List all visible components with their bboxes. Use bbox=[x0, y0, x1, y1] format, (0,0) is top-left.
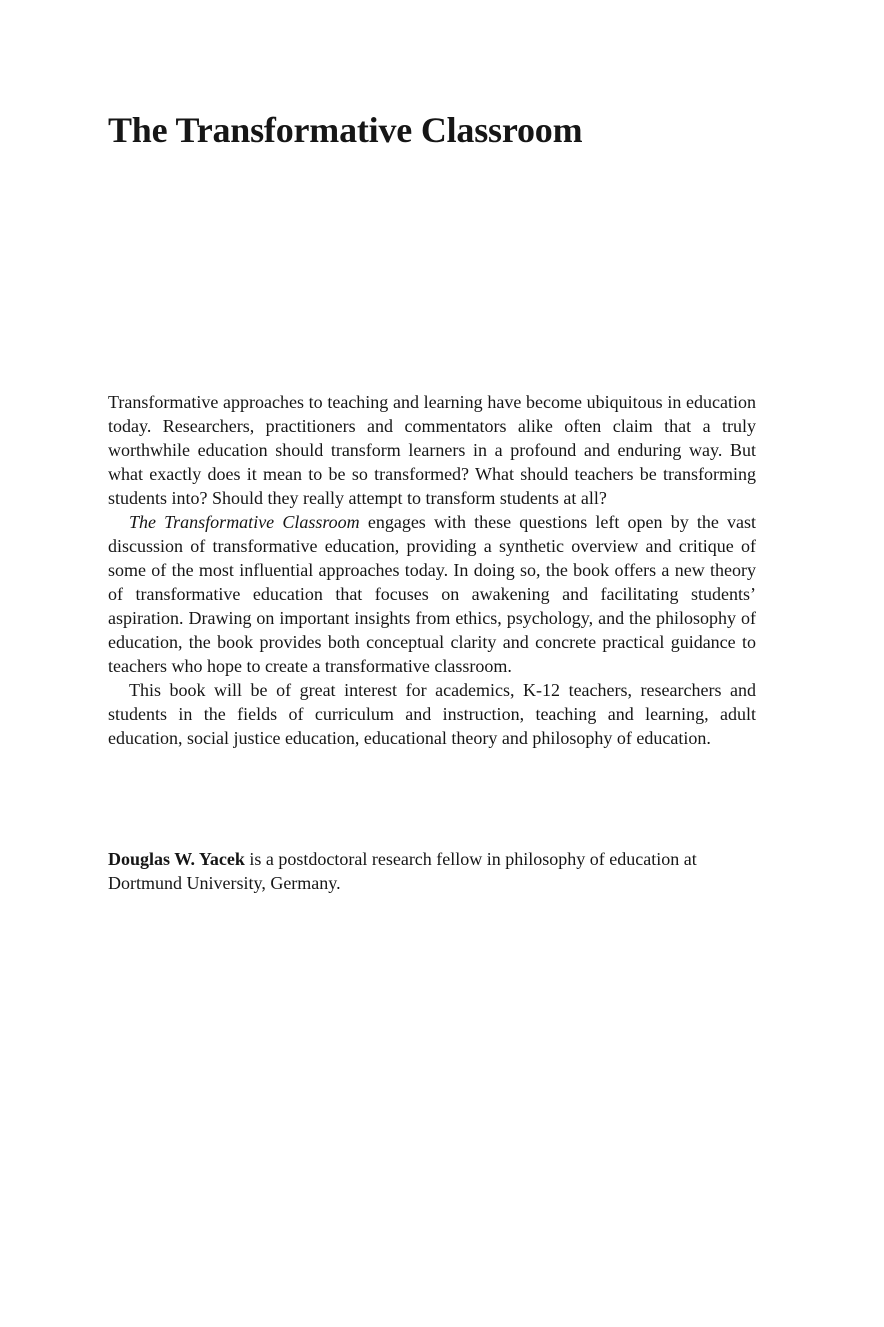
book-title-italic: The Transformative Classroom bbox=[129, 512, 360, 532]
author-name: Douglas W. Yacek bbox=[108, 849, 245, 869]
description-paragraph-text: engages with these questions left open by the vast discussion of transformative education, providing a synthetic overview and critique of some of the most influential approaches today. In doing so, the book offers a new theory of transformative education that focuses on awakening and facilitating students’ aspiration. Drawing on important insights from ethics, psychology, and the philosophy of education, the book provides both conceptual clarity and concrete practical guidance to teachers who hope to create a transformative classroom. bbox=[108, 512, 756, 676]
description-paragraph bbox=[108, 510, 756, 678]
author-bio bbox=[108, 847, 756, 895]
page-title: The Transformative Classroom bbox=[108, 110, 583, 150]
book-description bbox=[108, 390, 756, 750]
description-paragraph: Transformative approaches to teaching and learning have become ubiquitous in education today. Researchers, practitioners and commentators alike often claim that a truly worthwhile education should transform learners in a profound and enduring way. But what exactly does it mean to be so transformed? What should teachers be transforming students into? Should they really attempt to transform students at all? bbox=[108, 392, 756, 508]
author-bio-text: is a postdoctoral research fellow in philosophy of education at Dortmund University, Germany. bbox=[108, 849, 697, 893]
description-paragraph: This book will be of great interest for academics, K-12 teachers, researchers and students in the fields of curriculum and instruction, teaching and learning, adult education, social justice education, educational theory and philosophy of education. bbox=[108, 680, 756, 748]
